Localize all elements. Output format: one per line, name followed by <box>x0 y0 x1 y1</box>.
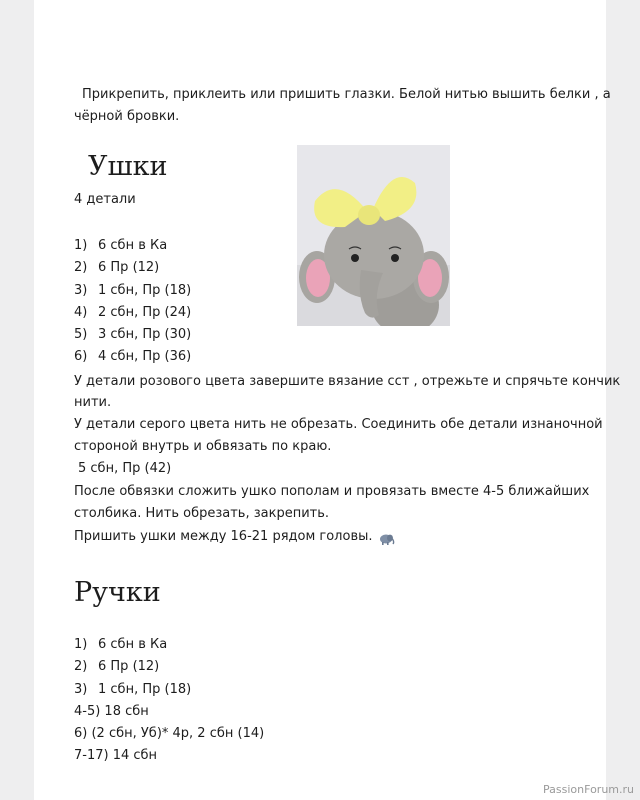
intro-line-2: чёрной бровки. <box>74 109 180 124</box>
elephant-toy-photo <box>297 145 450 326</box>
watermark: PassionForum.ru <box>543 783 634 796</box>
list-item: 6) 4 сбн, Пр (36) <box>74 349 192 365</box>
arms-heading: Ручки <box>74 577 161 608</box>
ears-note-2a: У детали серого цвета нить не обрезать. Соединить обе детали изнаночной <box>74 417 603 432</box>
list-item: 2) 6 Пр (12) <box>74 260 160 276</box>
ears-rows-list <box>74 235 191 369</box>
ears-note-3a: После обвязки сложить ушко пополам и провязать вместе 4-5 ближайших <box>74 484 590 499</box>
ears-note-3b: столбика. Нить обрезать, закрепить. <box>74 506 330 521</box>
ears-note-1b: нити. <box>74 395 112 410</box>
ears-note-1a: У детали розового цвета завершите вязание сст , отрежьте и спрячьте кончик <box>74 374 621 389</box>
intro-line-1: Прикрепить, приклеить или пришить глазки. Белой нитью вышить белки , а <box>82 87 611 102</box>
ears-parts-count: 4 детали <box>74 192 136 207</box>
ears-heading: Ушки <box>88 151 168 182</box>
list-item: 3) 1 сбн, Пр (18) <box>74 681 192 697</box>
elephant-toy-illustration <box>297 145 450 326</box>
list-item: 4) 2 сбн, Пр (24) <box>74 304 192 320</box>
list-item: 2) 6 Пр (12) <box>74 659 160 675</box>
ears-note-4-text: Пришить ушки между 16-21 рядом головы. <box>74 529 373 544</box>
ears-row-7: 5 сбн, Пр (42) <box>78 461 172 476</box>
list-item: 1) 6 сбн в Ка <box>74 238 168 253</box>
ears-note-2b: стороной внутрь и обвязать по краю. <box>74 439 332 454</box>
list-item: 5) 3 сбн, Пр (30) <box>74 327 192 343</box>
ears-note-4 <box>74 526 395 548</box>
list-item: 4-5) 18 сбн <box>74 703 149 719</box>
elephant-icon <box>377 531 395 543</box>
list-item: 6) (2 сбн, Уб)* 4р, 2 сбн (14) <box>74 726 265 742</box>
list-item: 7-17) 14 сбн <box>74 748 158 764</box>
list-item: 1) 6 сбн в Ка <box>74 637 168 652</box>
list-item: 3) 1 сбн, Пр (18) <box>74 282 192 298</box>
arms-rows-list <box>74 634 264 768</box>
